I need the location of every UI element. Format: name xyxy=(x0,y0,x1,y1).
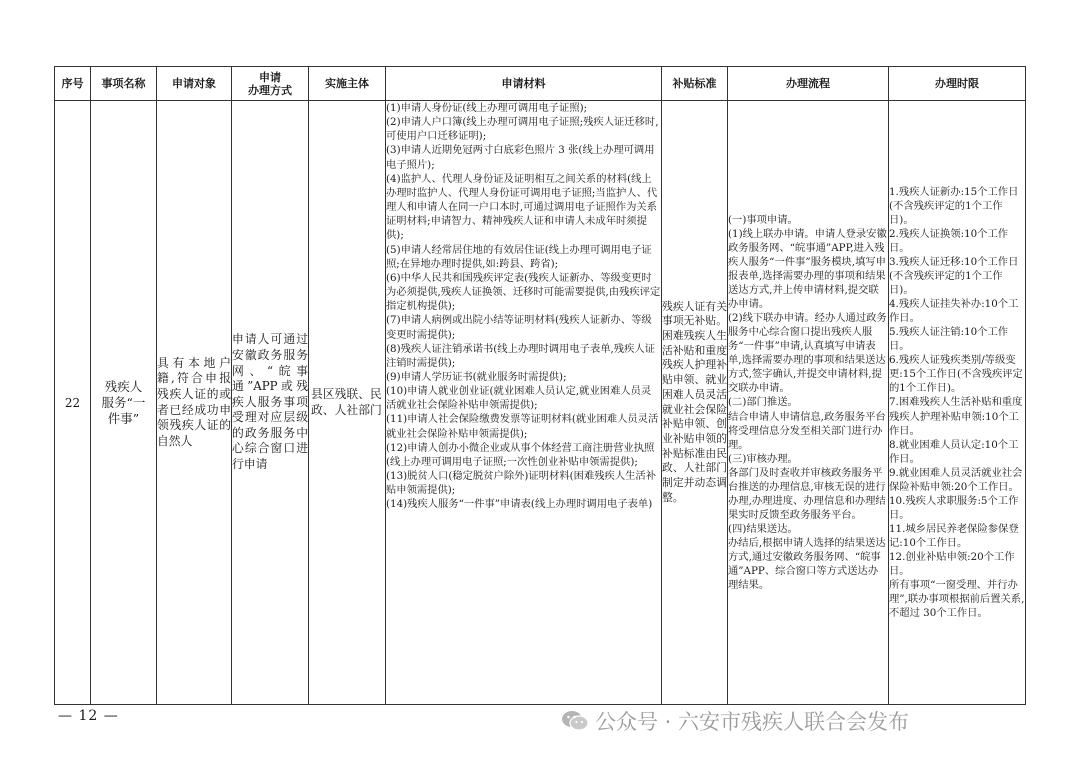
header-body: 实施主体 xyxy=(309,67,386,101)
timelimit-item: 9.就业困难人员灵活就业社会保险补贴申领:20个工作日。 xyxy=(889,466,1023,493)
timelimit-item: 5.残疾人证注销:10个工作日。 xyxy=(889,326,1009,353)
timelimit-item: 所有事项“一窗受理、并行办理”,联办事项根据前后置关系,不超过 30个工作日。 xyxy=(889,579,1025,620)
timelimit-item: 12.创业补贴申领:20个工作日。 xyxy=(889,550,1015,578)
timelimit-item: 3.残疾人证迁移:10个工作日(不含残疾评定的1个工作日)。 xyxy=(889,256,1019,297)
material-item: (12)申请人创办小微企业或从事个体经营工商注册营业执照(线上办理可调用电子证照;一次性创业补贴申领需提供); xyxy=(386,441,655,468)
document-sheet xyxy=(54,66,1025,705)
material-item: (3)申请人近期免冠两寸白底彩色照片 3 张(线上办理可调用电子照片); xyxy=(386,144,655,171)
row-subsidy: 残疾人证有关事项无补贴。困难残疾人生活补贴和重度残疾人护理补贴申领、就业困难人员灵活就业社会保险补贴申领、创业补贴申领的补贴标准由民政、人社部门制定并动态调整。 xyxy=(662,101,728,705)
header-seq: 序号 xyxy=(55,67,91,101)
timelimit-item: 8.就业困难人员认定:10个工作日。 xyxy=(889,438,1019,465)
material-item: (4)监护人、代理人身份证及证明相互之间关系的材料(线上办理时监护人、代理人身份证可调用电子证照;当监护人、代理人和申请人在同一户口本时,可通过调用电子证照作为关系证明材料;申请智力、精神残疾人证和申请人未成年时须提供); xyxy=(386,172,658,242)
material-item: (14)残疾人服务“一件事”申请表(线上办理时调用电子表单) xyxy=(386,498,653,511)
timelimit-item: 4.残疾人证挂失补办:10个工作日。 xyxy=(889,298,1019,325)
material-item: (13)脱贫人口(稳定脱贫户除外)证明材料(困难残疾人生活补贴申领需提供); xyxy=(386,470,657,497)
row-target: 具有本地户籍,符合申报残疾人证的或者已经成功申领残疾人证的自然人 xyxy=(157,101,232,705)
timelimit-item: 7.困难残疾人生活补贴和重度残疾人护理补贴申领:10个工作日。 xyxy=(889,396,1023,437)
timelimit-item: 10.残疾人求职服务:5个工作日。 xyxy=(889,494,1019,521)
row-body-text: 县区残联、民政、人社部门 xyxy=(311,386,382,417)
timelimit-item: 6.残疾人证残疾类别/等级变更:15个工作日(不含残疾评定的1个工作日)。 xyxy=(889,354,1023,395)
material-item: (6)中华人民共和国残疾评定表(残疾人证新办、等级变更时为必须提供,残疾人证换领、迁移时可能需要提供,由残疾评定指定机构提供); xyxy=(386,271,661,313)
timelimit-item: 2.残疾人证换领:10个工作日。 xyxy=(889,227,1009,254)
material-item: (11)申请人社会保险缴费发票等证明材料(就业困难人员灵活就业社会保险补贴申领需提供); xyxy=(386,413,659,440)
wechat-icon xyxy=(561,710,589,732)
page-number: — 12 — xyxy=(58,708,119,724)
material-item: (2)申请人户口簿(线上办理可调用电子证照;残疾人证迁移时,可使用户口迁移证明); xyxy=(386,116,659,143)
material-item: (5)申请人经常居住地的有效居住证(线上办理可调用电子证照;在异地办理时提供,如:跨县、跨省); xyxy=(386,243,652,270)
header-target: 申请对象 xyxy=(157,67,232,101)
row-seq: 22 xyxy=(55,101,91,705)
material-item: (1)申请人身份证(线上办理可调用电子证照); xyxy=(386,102,588,114)
row-name-text: 残疾人服务“一件事” xyxy=(101,378,146,426)
header-materials: 申请材料 xyxy=(386,67,662,101)
material-item: (10)申请人就业创业证(就业困难人员认定,就业困难人员灵活就业社会保险补贴申领需提供); xyxy=(386,385,652,412)
row-materials xyxy=(386,101,662,705)
process-step: 各部门及时查收并审核政务服务平台推送的办理信息,审核无误的进行办理,办理进度、办理信息和办理结果实时反馈至政务服务平台。 xyxy=(728,466,886,521)
material-item: (7)申请人病例或出院小结等证明材料(残疾人证新办、等级变更时需提供); xyxy=(386,314,652,341)
header-row xyxy=(55,67,1026,101)
process-step: (三)审核办理。 xyxy=(728,452,798,465)
timelimit-item: 1.残疾人证新办:15个工作日(不含残疾评定的1个工作日)。 xyxy=(889,185,1019,226)
service-table xyxy=(54,66,1026,705)
header-subsidy: 补贴标准 xyxy=(662,67,728,101)
material-item: (8)残疾人证注销承诺书(线上办理时调用电子表单,残疾人证注销时需提供); xyxy=(386,342,655,369)
row-name xyxy=(91,101,157,705)
row-method: 申请人可通过安徽政务服务网、“皖事通”APP或残疾人服务事项受理对应层级的政务服务中心综合窗口进行申请 xyxy=(232,101,309,705)
timelimit-item: 11.城乡居民养老保险参保登记:10个工作日。 xyxy=(889,522,1019,549)
process-step: (1)线上联办申请。申请人登录安徽政务服务网、“皖事通”APP,进入残疾人服务“一件事”服务模块,填写申报表单,选择需要办理的事项和结果送达方式,并上传申请材料,提交联办申请。 xyxy=(728,227,887,311)
row-process xyxy=(728,101,889,705)
table-row xyxy=(55,101,1026,705)
header-name: 事项名称 xyxy=(91,67,157,101)
process-step: 结合申请人申请信息,政务服务平台将受理信息分发至相关部门进行办理。 xyxy=(728,410,886,451)
process-step: (一)事项申请。 xyxy=(728,213,798,226)
row-body xyxy=(309,101,386,705)
material-item: (9)申请人学历证书(就业服务时需提供); xyxy=(386,370,567,383)
process-step: (二)部门推送。 xyxy=(728,396,798,409)
process-step: 办结后,根据申请人选择的结果送达方式,通过安徽政务服务网、“皖事通”APP、综合窗口等方式送达办理结果。 xyxy=(728,536,886,592)
watermark-text: 公众号 · 六安市残疾人联合会发布 xyxy=(595,710,910,734)
header-timelimit: 办理时限 xyxy=(889,67,1026,101)
header-process: 办理流程 xyxy=(728,67,889,101)
header-method: 申请 办理方式 xyxy=(232,67,309,101)
process-step: (2)线下联办申请。经办人通过政务服务中心综合窗口提出残疾人服务“一件事”申请,认真填写申请表单,选择需要办理的事项和结果送达方式,签字确认,并提交申请材料,提交联办申请。 xyxy=(728,312,887,395)
watermark xyxy=(561,706,909,736)
process-step: (四)结果送达。 xyxy=(728,522,798,535)
row-timelimit xyxy=(889,101,1026,705)
